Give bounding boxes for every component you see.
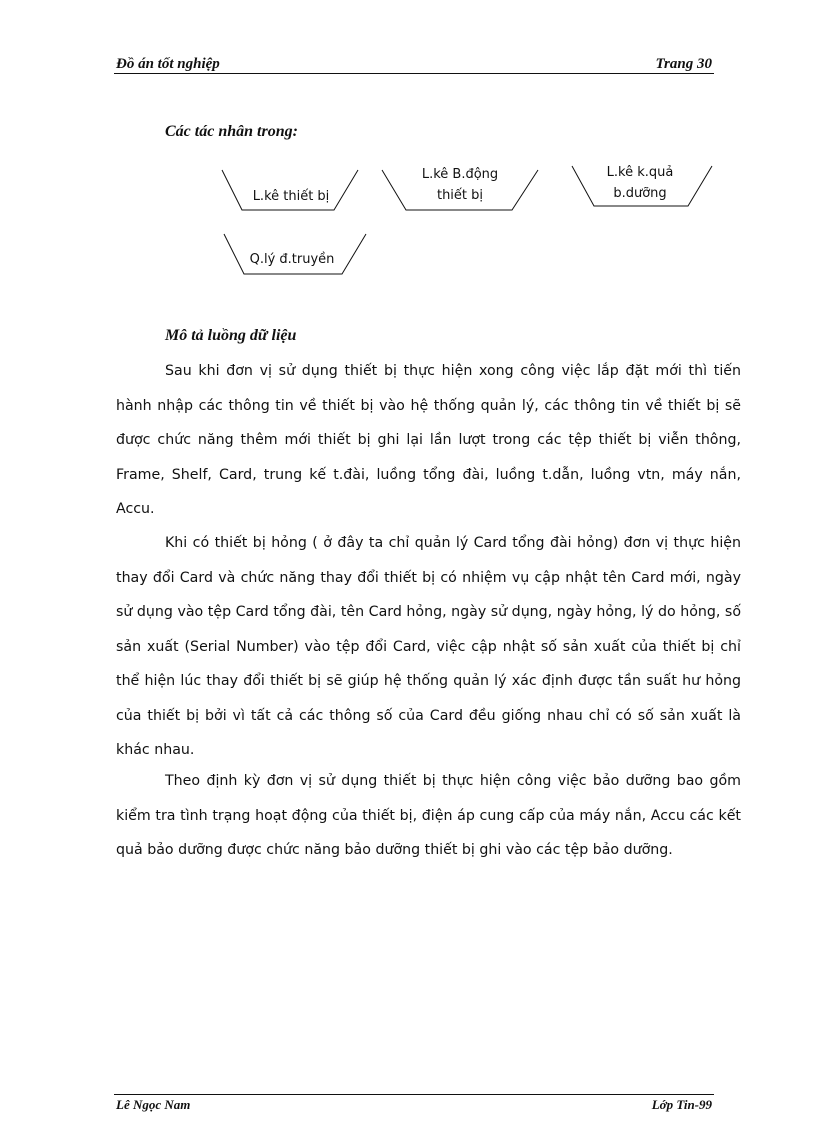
actor-label-3-line1: L.kê k.quả — [606, 165, 674, 180]
header-title: Đồ án tốt nghiệp — [116, 56, 220, 72]
footer-rule — [114, 1094, 714, 1095]
page-number: Trang 30 — [655, 56, 712, 72]
header-rule — [114, 73, 714, 74]
paragraph-3: Theo định kỳ đơn vị sử dụng thiết bị thực hiện công việc bảo dưỡng bao gồm kiểm tra tình trạng hoạt động của thiết bị, điện áp cung cấp của máy nắn, Accu các kết quả bảo dưỡng được chức năng bảo dưỡng thiết bị ghi vào các tệp bảo dưỡng. — [116, 773, 741, 858]
actor-label-2-line1: L.kê B.động — [421, 167, 499, 182]
footer-class: Lớp Tin-99 — [651, 1097, 712, 1112]
paragraph-2: Khi có thiết bị hỏng ( ở đây ta chỉ quản lý Card tổng đài hỏng) đơn vị thực hiện thay đổi Card và chức năng thay đổi thiết bị có nhiệm vụ cập nhật tên Card mới, ngày sử dụng vào tệp Card tổng đài, tên Card hỏng, ngày sử dụng, ngày hỏng, lý do hỏng, số sản xuất (Serial Number) vào tệp đổi Card, việc cập nhật số sản xuất của thiết bị chỉ thể hiện lúc thay đổi thiết bị sẽ giúp hệ thống quản lý xác định được tần suất hư hỏng của thiết bị bởi vì tất cả các thông số của Card đều giống nhau chỉ có số sản xuất là khác nhau. — [116, 535, 741, 758]
actor-label-3-line2: b.dưỡng — [613, 186, 667, 201]
actor-label-4: Q.lý đ.truyền — [249, 252, 335, 267]
footer-author: Lê Ngọc Nam — [116, 1097, 191, 1112]
actor-label-1: L.kê thiết bị — [252, 189, 330, 204]
data-flow-heading: Mô tả luồng dữ liệu — [165, 327, 297, 344]
paragraph-1: Sau khi đơn vị sử dụng thiết bị thực hiện xong công việc lắp đặt mới thì tiến hành nhập các thông tin về thiết bị vào hệ thống quản lý, các thông tin về thiết bị sẽ được chức năng thêm mới thiết bị ghi lại lần lượt trong các tệp thiết bị viễn thông, Frame, Shelf, Card, trung kế t.đài, luồng tổng đài, luồng t.dẫn, luồng vtn, máy nắn, Accu. — [116, 363, 741, 517]
actor-label-2-line2: thiết bị — [436, 188, 484, 203]
actors-heading: Các tác nhân trong: — [165, 123, 298, 140]
